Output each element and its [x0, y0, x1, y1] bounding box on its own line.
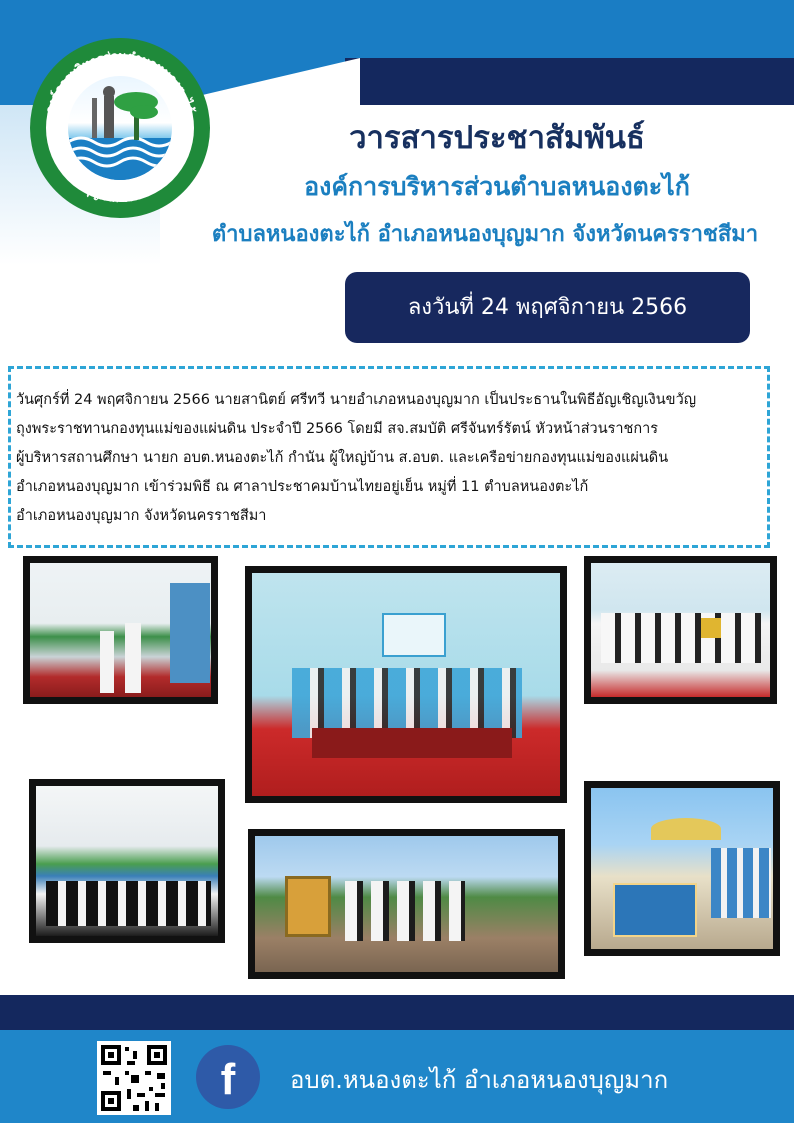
logo-text-bottom: อำเภอหนองบุญมาก จังหวัดนครราชสีมา	[51, 142, 189, 206]
photo-seated-officials	[584, 556, 777, 704]
photo-procession-road	[248, 829, 565, 979]
article-line: ผู้บริหารสถานศึกษา นายก อบต.หนองตะไก้ กำนัน ผู้ใหญ่บ้าน ส.อบต. และเครือข่ายกองทุนแม่ของแผ่นดิน	[16, 450, 669, 466]
qr-code[interactable]	[97, 1041, 171, 1115]
facebook-page-label[interactable]: อบต.หนองตะไก้ อำเภอหนองบุญมาก	[290, 1066, 669, 1094]
logo-ring-text	[30, 38, 210, 218]
photo-procession-banner	[584, 781, 780, 956]
date-badge: ลงวันที่ 24 พฤศจิกายน 2566	[345, 272, 750, 343]
facebook-icon[interactable]: f	[196, 1045, 260, 1109]
photo-group-portrait	[245, 566, 567, 803]
footer-stripe	[0, 995, 794, 1030]
photo-ceremony-altar	[23, 556, 218, 704]
article-text	[16, 386, 766, 531]
article-line: วันศุกร์ที่ 24 พฤศจิกายน 2566 นายสานิตย์ ศรีทวี นายอำเภอหนองบุญมาก เป็นประธานในพิธีอัญเชิญเงินขวัญ	[16, 392, 697, 408]
org-name: องค์การบริหารส่วนตำบลหนองตะไก้	[304, 172, 690, 201]
article-line: อำเภอหนองบุญมาก เข้าร่วมพิธี ณ ศาลาประชาคมบ้านไทยอยู่เย็น หมู่ที่ 11 ตำบลหนองตะไก้	[16, 479, 589, 495]
article-line: อำเภอหนองบุญมาก จังหวัดนครราชสีมา	[16, 508, 267, 524]
svg-text:อำเภอหนองบุญมาก จังหวัดนครราชส	[51, 142, 188, 205]
photo-hall-audience	[29, 779, 225, 943]
logo-text-top: องค์การบริหารส่วนตำบลหนองตะไก้	[42, 48, 198, 115]
page-title: วารสารประชาสัมพันธ์	[349, 120, 645, 156]
svg-text:องค์การบริหารส่วนตำบลหนองตะไก้	[43, 49, 198, 115]
article-line: ถุงพระราชทานกองทุนแม่ของแผ่นดิน ประจำปี 2566 โดยมี สจ.สมบัติ ศรีจันทร์รัตน์ หัวหน้าส่วนราชการ	[16, 421, 659, 437]
header-navy-stripe	[345, 58, 794, 105]
org-location: ตำบลหนองตะไก้ อำเภอหนองบุญมาก จังหวัดนครราชสีมา	[211, 222, 759, 247]
